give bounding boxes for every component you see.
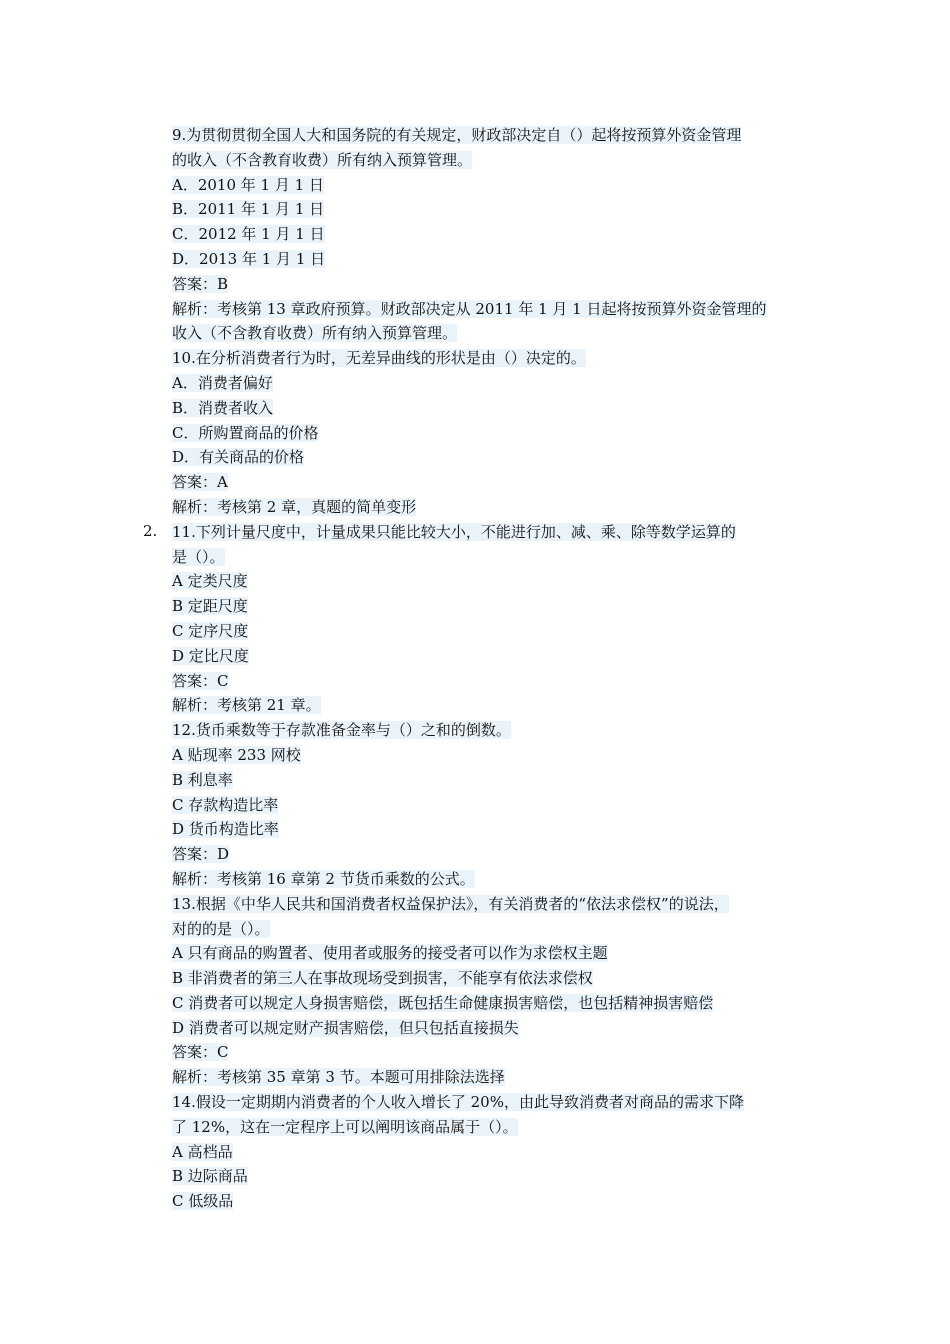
text-line: [172, 569, 822, 594]
text-line: [172, 917, 822, 942]
document-body: [172, 123, 822, 1214]
list-number: 2.: [143, 522, 158, 540]
text-line: [172, 470, 822, 495]
text-line-content: 答案：C: [172, 671, 229, 690]
text-line-content: 收入（不含教育收费）所有纳入预算管理。: [172, 324, 458, 343]
text-line-content: D 消费者可以规定财产损害赔偿，但只包括直接损失: [172, 1018, 519, 1037]
text-line-content: C．所购置商品的价格: [172, 423, 319, 442]
text-line: [172, 123, 822, 148]
text-line-content: D 货币构造比率: [172, 820, 279, 839]
text-line-content: B．2011 年 1 月 1 日: [172, 200, 325, 219]
text-line: [172, 693, 822, 718]
text-line-content: D．2013 年 1 月 1 日: [172, 249, 326, 268]
text-line-content: 9.为贯彻贯彻全国人大和国务院的有关规定，财政部决定自（）起将按预算外资金管理: [172, 126, 742, 144]
text-line: [172, 817, 822, 842]
text-line-content: A．2010 年 1 月 1 日: [172, 175, 324, 194]
text-line: [172, 371, 822, 396]
text-line: [172, 297, 822, 322]
text-line-content: 解析：考核第 35 章第 3 节。本题可用排除法选择: [172, 1068, 505, 1087]
text-line-content: A 高档品: [172, 1142, 233, 1161]
text-line-content: B 利息率: [172, 770, 233, 789]
text-line: [172, 594, 822, 619]
text-line-content: 解析：考核第 21 章。: [172, 696, 321, 715]
text-line: [172, 1140, 822, 1165]
text-line-content: B．消费者收入: [172, 398, 274, 417]
text-line: [172, 272, 822, 297]
text-line-content: 答案：A: [172, 473, 228, 492]
text-line-content: 13.根据《中华人民共和国消费者权益保护法》，有关消费者的“依法求偿权”的说法，: [172, 894, 729, 913]
text-line: [172, 1040, 822, 1065]
text-line-content: 是（）。: [172, 547, 225, 566]
text-line: [172, 892, 822, 917]
text-line: [172, 346, 822, 371]
text-line: [172, 793, 822, 818]
text-line: [172, 445, 822, 470]
text-line: [172, 520, 822, 545]
text-line-content: A 贴现率 233 网校: [172, 745, 301, 764]
text-line-content: C．2012 年 1 月 1 日: [172, 225, 325, 244]
text-line-content: B 非消费者的第三人在事故现场受到损害，不能享有依法求偿权: [172, 969, 593, 988]
text-line-content: 14.假设一定期期内消费者的个人收入增长了 20%，由此导致消费者对商品的需求下降: [172, 1093, 744, 1112]
text-line-content: 解析：考核第 13 章政府预算。财政部决定从 2011 年 1 月 1 日起将按预算外资金管理的: [172, 299, 767, 318]
text-line: [172, 148, 822, 173]
text-line-content: B 定距尺度: [172, 597, 248, 616]
text-line-content: 解析：考核第 2 章，真题的简单变形: [172, 497, 417, 516]
text-line: [172, 842, 822, 867]
text-line: [172, 1090, 822, 1115]
text-line: [172, 644, 822, 669]
text-line-content: 10.在分析消费者行为时，无差异曲线的形状是由（）决定的。: [172, 349, 586, 368]
text-line-content: D．有关商品的价格: [172, 448, 305, 467]
text-line: [172, 1115, 822, 1140]
text-line: [172, 321, 822, 346]
text-line: [172, 966, 822, 991]
text-line-content: A 只有商品的购置者、使用者或服务的接受者可以作为求偿权主题: [172, 944, 608, 963]
text-line-content: A 定类尺度: [172, 572, 248, 591]
text-line: [172, 1189, 822, 1214]
text-line: [172, 619, 822, 644]
text-line: [172, 718, 822, 743]
text-line-content: 12.货币乘数等于存款准备金率与（）之和的倒数。: [172, 721, 511, 740]
text-line: [172, 768, 822, 793]
text-line-content: 答案：C: [172, 1043, 229, 1062]
text-line-content: 解析：考核第 16 章第 2 节货币乘数的公式。: [172, 869, 475, 888]
text-line: [172, 867, 822, 892]
text-line: [172, 495, 822, 520]
text-line-content: 了 12%，这在一定程序上可以阐明该商品属于（）。: [172, 1117, 518, 1136]
text-line-content: 的收入（不含教育收费）所有纳入预算管理。: [172, 150, 473, 169]
text-line: [172, 1065, 822, 1090]
text-line-content: B 边际商品: [172, 1167, 248, 1186]
text-line-content: C 低级品: [172, 1192, 234, 1211]
text-line-content: D 定比尺度: [172, 646, 249, 665]
text-line: [172, 991, 822, 1016]
text-line: [172, 743, 822, 768]
text-line: [172, 421, 822, 446]
text-line: [172, 173, 822, 198]
text-line: [172, 247, 822, 272]
text-line: [172, 197, 822, 222]
text-line: [172, 1016, 822, 1041]
text-line: [172, 545, 822, 570]
text-line-content: C 存款构造比率: [172, 795, 279, 814]
text-line: [172, 1164, 822, 1189]
text-line-content: 11.下列计量尺度中，计量成果只能比较大小，不能进行加、减、乘、除等数学运算的: [172, 522, 736, 541]
text-line: [172, 222, 822, 247]
text-line-content: C 消费者可以规定人身损害赔偿，既包括生命健康损害赔偿，也包括精神损害赔偿: [172, 993, 714, 1012]
text-line-content: A．消费者偏好: [172, 373, 273, 392]
text-line-content: 对的的是（）。: [172, 919, 270, 938]
text-line-content: C 定序尺度: [172, 621, 249, 640]
text-line: [172, 396, 822, 421]
text-line-content: 答案：D: [172, 845, 230, 864]
text-line: [172, 669, 822, 694]
text-line: [172, 941, 822, 966]
text-line-content: 答案：B: [172, 274, 229, 293]
